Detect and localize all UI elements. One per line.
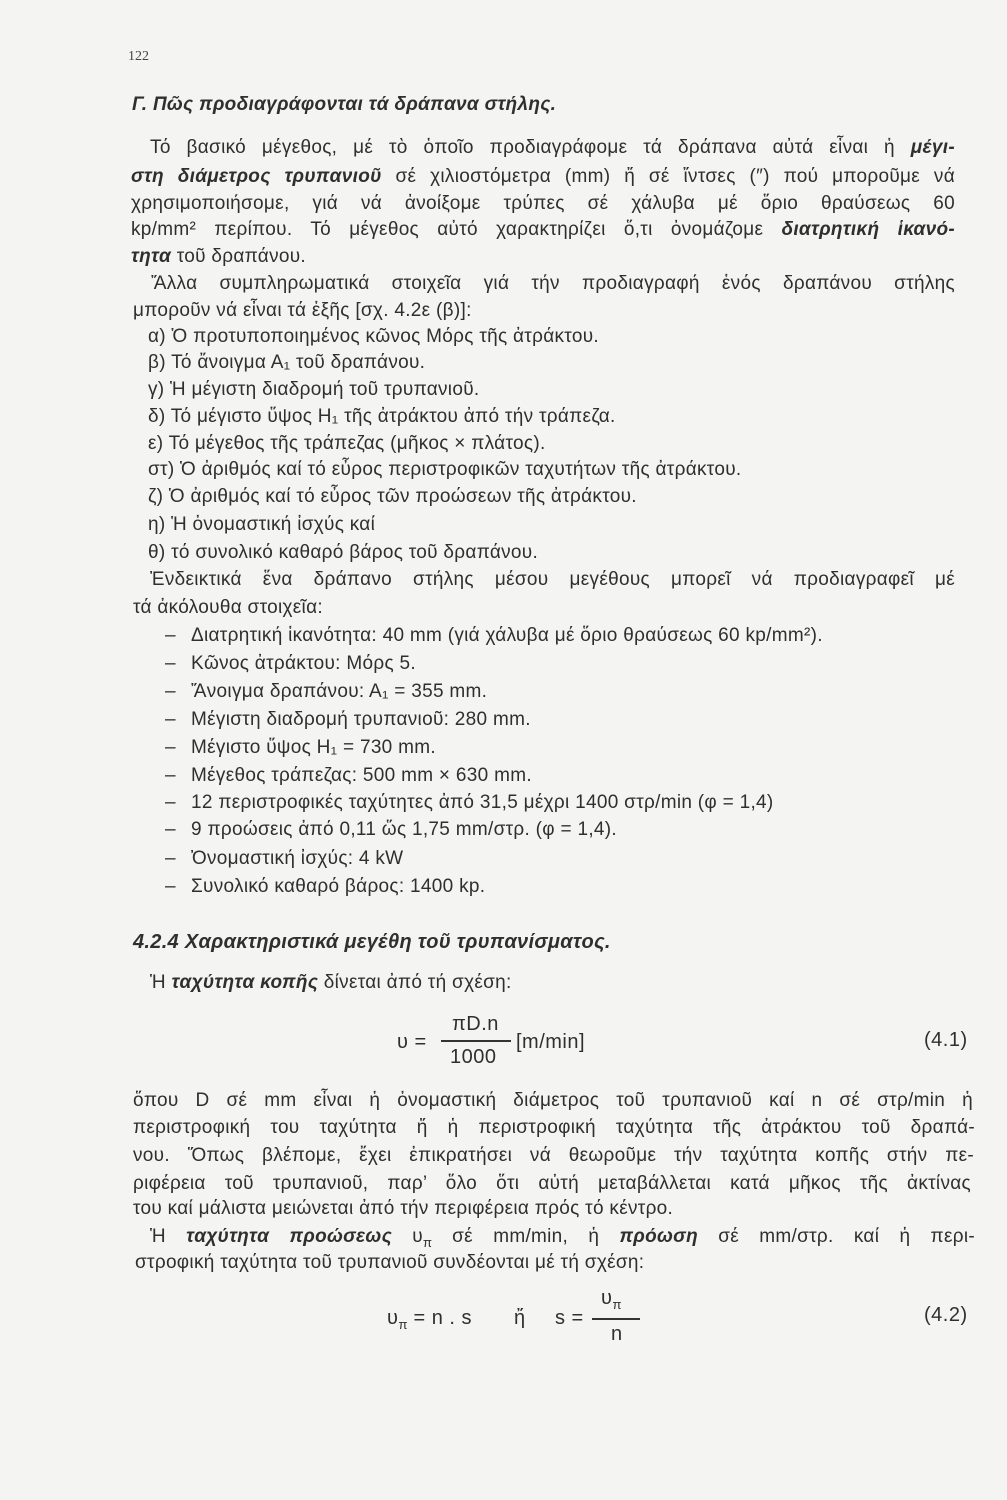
paragraph-line: ριφέρεια τοῦ τρυπανιοῦ, παρ’ ὅλο ὅτι αὐτή μεταβάλλεται κατά μῆκος τῆς ἀκτίνας <box>133 1173 971 1194</box>
paragraph-line <box>131 191 955 217</box>
paragraph-line: στροφική ταχύτητα τοῦ τρυπανιοῦ συνδέονται μέ τή σχέση: <box>135 1252 645 1273</box>
section-heading-4-2-4: 4.2.4 Χαρακτηριστικά μεγέθη τοῦ τρυπανίσματος. <box>133 931 611 953</box>
equation-number: (4.2) <box>924 1304 968 1326</box>
dash-bullet: – <box>165 625 176 646</box>
dash-bullet: – <box>165 819 176 840</box>
list-item: Κῶνος ἀτράκτου: Μόρς 5. <box>191 653 416 674</box>
text-run: Ἡ <box>150 1226 187 1247</box>
list-item: 12 περιστροφικές ταχύτητες ἀπό 31,5 μέχρι 1400 στρ/min (φ = 1,4) <box>191 792 774 813</box>
list-item: γ) Ἡ μέγιστη διαδρομή τοῦ τρυπανιοῦ. <box>148 379 480 400</box>
equation-or: ἤ <box>514 1307 526 1329</box>
list-item: θ) τό συνολικό καθαρό βάρος τοῦ δραπάνου. <box>148 542 539 563</box>
paragraph-line: περιστροφική του ταχύτητα ἤ ἡ περιστροφική ταχύτητα τῆς ἀτράκτου τοῦ δραπά- <box>133 1117 975 1138</box>
dash-bullet: – <box>165 792 176 813</box>
equation-rhs-lhs: s = <box>555 1307 584 1329</box>
text-run: σέ mm/στρ. καί ἡ περι- <box>697 1226 975 1247</box>
section-heading-g: Γ. Πῶς προδιαγράφονται τά δράπανα στήλης. <box>132 94 557 115</box>
text-run: kp/mm² περίπου. Τό μέγεθος αὐτό χαρακτηρίζει ὅ,τι ὀνομάζομε <box>131 219 782 240</box>
fraction-denominator: 1000 <box>450 1046 497 1068</box>
dash-bullet: – <box>165 765 176 786</box>
dash-bullet: – <box>165 737 176 758</box>
dash-bullet: – <box>165 653 176 674</box>
list-item: 9 προώσεις ἀπό 0,11 ὥς 1,75 mm/στρ. (φ = 1,4). <box>191 819 617 840</box>
dash-bullet: – <box>165 876 176 897</box>
subscript: π <box>398 1317 408 1332</box>
list-item: Διατρητική ἱκανότητα: 40 mm (γιά χάλυβα μέ ὅριο θραύσεως 60 kp/mm²). <box>191 625 823 646</box>
bold-term: στη διάμετρος τρυπανιοῦ <box>131 166 382 187</box>
list-item: Μέγεθος τράπεζας: 500 mm × 630 mm. <box>191 765 532 786</box>
bold-term: ταχύτητα κοπῆς <box>171 972 319 993</box>
equation-text: = n . s <box>407 1307 473 1329</box>
page-number: 122 <box>128 49 149 64</box>
fraction-numerator: πD.n <box>452 1013 499 1035</box>
list-item: β) Τό ἄνοιγμα Α₁ τοῦ δραπάνου. <box>148 352 426 373</box>
text-run: χρησιμοποιήσομε, γιά νά ἀνοίξομε τρύπες σέ χάλυβα μέ ὅριο θραύσεως 60 <box>131 193 955 214</box>
text-run: σέ χιλιοστόμετρα (mm) ἤ σέ ἴντσες (″) πού μποροῦμε νά <box>381 166 955 187</box>
fraction-numerator <box>601 1285 621 1311</box>
variable: υ <box>387 1307 399 1329</box>
paragraph-line: μποροῦν νά εἶναι τά ἑξῆς [σχ. 4.2ε (β)]: <box>133 300 472 321</box>
list-item: ζ) Ὁ ἀριθμός καί τό εὖρος τῶν προώσεων τῆς ἀτράκτου. <box>148 486 637 507</box>
paragraph-line <box>131 164 955 190</box>
list-item: Ἄνοιγμα δραπάνου: Α₁ = 355 mm. <box>191 681 488 702</box>
subscript: π <box>422 1235 432 1250</box>
paragraph-line <box>131 217 955 243</box>
paragraph-line <box>131 244 306 270</box>
paragraph-line <box>150 1224 975 1250</box>
fraction-bar <box>592 1318 640 1320</box>
list-item: Μέγιστο ὕψος Η₁ = 730 mm. <box>191 737 436 758</box>
bold-term: διατρητική ἱκανό- <box>781 219 956 240</box>
paragraph-line: τά ἀκόλουθα στοιχεῖα: <box>133 597 323 618</box>
list-item: η) Ἡ ὀνομαστική ἰσχύς καί <box>148 514 376 535</box>
list-item: δ) Τό μέγιστο ὕψος Η₁ τῆς ἀτράκτου ἀπό τήν τράπεζα. <box>148 406 616 427</box>
paragraph-line: Ἐνδεικτικά ἕνα δράπανο στήλης μέσου μεγέθους μπορεῖ νά προδιαγραφεῖ μέ <box>150 569 955 590</box>
text-run: Ἡ <box>150 972 172 993</box>
text-run: τοῦ δραπάνου. <box>171 246 307 267</box>
list-item: Συνολικό καθαρό βάρος: 1400 kp. <box>191 876 486 897</box>
bold-term: πρόωση <box>619 1226 698 1247</box>
bold-term: ταχύτητα προώσεως <box>186 1226 392 1247</box>
list-item: Ὀνομαστική ἰσχύς: 4 kW <box>191 848 404 869</box>
equation-lhs: υ = <box>397 1031 427 1053</box>
subscript: π <box>612 1297 622 1312</box>
list-item: ε) Τό μέγεθος τῆς τράπεζας (μῆκος × πλάτος). <box>148 433 546 454</box>
dash-bullet: – <box>165 681 176 702</box>
fraction-denominator: n <box>611 1323 623 1345</box>
equation-unit: [m/min] <box>516 1031 586 1053</box>
paragraph-line: νου. Ὅπως βλέπομε, ἔχει ἐπικρατήσει νά θεωροῦμε τήν ταχύτητα κοπῆς στήν πε- <box>133 1145 974 1166</box>
bold-term: τητα <box>131 246 172 267</box>
text-run: δίνεται ἀπό τή σχέση: <box>318 972 512 993</box>
variable: υ <box>601 1287 613 1309</box>
list-item: α) Ὁ προτυποποιημένος κῶνος Μόρς τῆς ἀτράκτου. <box>148 326 599 347</box>
paragraph-line: του καί μάλιστα μειώνεται ἀπό τήν περιφέρεια πρός τό κέντρο. <box>133 1198 674 1219</box>
text-run: υ <box>392 1226 423 1247</box>
dash-bullet: – <box>165 848 176 869</box>
text-run: σέ mm/min, ἡ <box>431 1226 620 1247</box>
dash-bullet: – <box>165 709 176 730</box>
text-run: Τό βασικό μέγεθος, μέ τὸ ὁποῖο προδιαγράφομε τά δράπανα αὐτά εἶναι ἡ <box>150 137 911 158</box>
paragraph-line: Ἄλλα συμπληρωματικά στοιχεῖα γιά τήν προδιαγραφή ἑνός δραπάνου στήλης <box>151 273 955 294</box>
equation-lhs <box>387 1305 472 1331</box>
paragraph-line: ὅπου D σέ mm εἶναι ἡ ὀνομαστική διάμετρος τοῦ τρυπανιοῦ καί n σέ στρ/min ἡ <box>133 1090 973 1111</box>
equation-number: (4.1) <box>924 1029 968 1051</box>
list-item: στ) Ὁ ἀριθμός καί τό εὖρος περιστροφικῶν ταχυτήτων τῆς ἀτράκτου. <box>148 459 742 480</box>
list-item: Μέγιστη διαδρομή τρυπανιοῦ: 280 mm. <box>191 709 531 730</box>
fraction-bar <box>441 1040 511 1042</box>
bold-term: μέγι- <box>910 137 955 158</box>
paragraph-line <box>150 970 512 996</box>
paragraph-line <box>150 135 955 161</box>
